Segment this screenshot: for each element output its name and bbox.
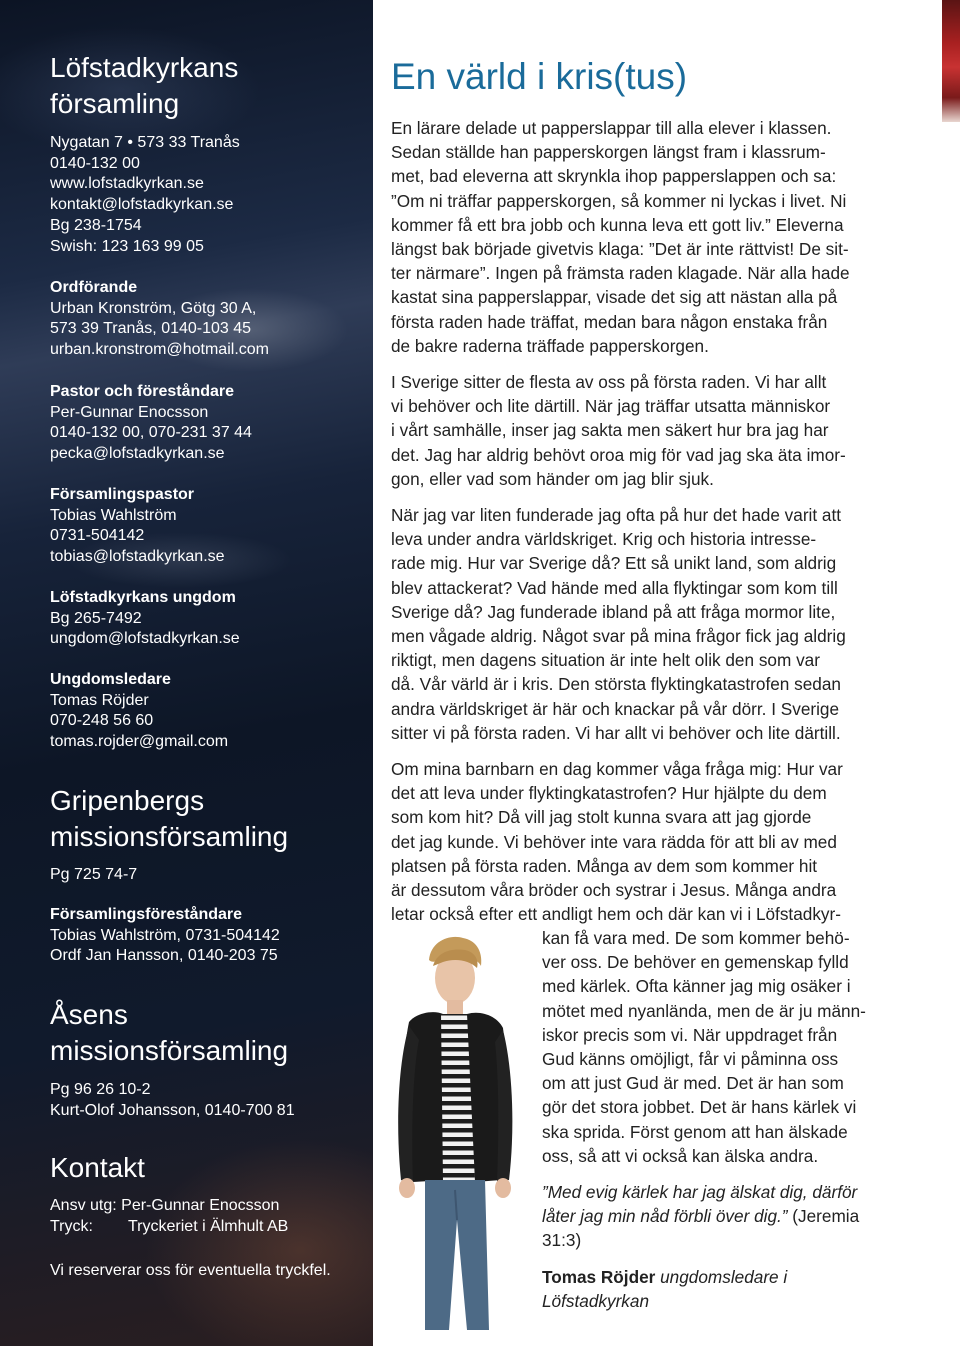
contact-line: 070-248 56 60 xyxy=(50,712,154,730)
contact-line: Tobias Wahlström, 0731-504142 xyxy=(50,926,280,944)
printer-value: Tryckeriet i Älmhult AB xyxy=(128,1217,289,1235)
contact-line: Bg 265-7492 xyxy=(50,609,142,627)
youth-leader-contact xyxy=(50,670,228,753)
website-link[interactable]: www.lofstadkyrkan.se xyxy=(50,175,204,193)
section-heading: Ordförande xyxy=(50,279,138,296)
parish-pastor-contact xyxy=(50,485,225,568)
article-paragraph-1: En lärare delade ut papperslappar till alla elever i klassen. Sedan ställde han papperskorgen längst fram i klassrum- met, bad eleverna att skrynkla ihop papperslappen och sa: ”Om ni träffar papperskorgen, så kommer ni lyckas i livet. Ni kommer få ett bra jobb och kunna leva ett gott liv.” Eleverna längst bak började givetvis klaga: ”Det är inte rättvist! De sit- ter närmare”. Ingen på främsta raden klagade. När alla hade kastat sina papperslappar, visade det sig att nästan alla på första raden hade träffat, medan bara någon enstaka från de bakre raderna träffade papperskorgen. xyxy=(391,118,850,356)
responsible-publisher: Ansv utg: Per-Gunnar Enocsson xyxy=(50,1197,280,1214)
section-heading: Löfstadkyrkans ungdom xyxy=(50,589,236,606)
youth-contact xyxy=(50,588,240,650)
email-link[interactable]: ungdom@lofstadkyrkan.se xyxy=(50,630,240,648)
gripenberg-leader xyxy=(50,905,280,967)
contact-line: Urban Kronström, Götg 30 A, xyxy=(50,299,257,317)
section-heading: Församlingspastor xyxy=(50,486,195,503)
gripenberg-details xyxy=(50,865,137,886)
church-info-gripenberg xyxy=(50,783,288,855)
contact-sidebar xyxy=(0,0,373,1346)
chair-contact xyxy=(50,278,269,361)
article-paragraph-4: Om mina barnbarn en dag kommer våga fråga mig: Hur var det att leva under flyktingkatastrofen? Hur hjälpte du dem som kom hit? Då vill jag stolt kunna svara att jag gjorde det jag kunde. Vi behöver inte vara rädda för att bli av med platsen på första raden. Många av dem som kommer hit är dessutom våra bröder och systrar i Jesus. Många andra letar också efter ett andligt hem och där kan vi i Löfstadkyr- xyxy=(391,759,843,925)
contact-line: 573 39 Tranås, 0140-103 45 xyxy=(50,320,252,338)
email-link[interactable]: tomas.rojder@gmail.com xyxy=(50,733,229,751)
bible-quote: ”Med evig kärlek har jag älskat dig, därför låter jag min nåd förbli över dig.” (Jeremia 31:3) xyxy=(542,1182,860,1251)
bankgiro: Bg 238-1754 xyxy=(50,216,142,234)
printer-line xyxy=(50,1217,288,1238)
contact-section xyxy=(50,1150,145,1186)
contact-line: Kurt-Olof Johansson, 0140-700 81 xyxy=(50,1101,295,1119)
contact-line: 0731-504142 xyxy=(50,527,145,545)
author-name: Tomas Röjder xyxy=(542,1267,656,1287)
corner-photo xyxy=(942,0,960,122)
section-heading: Församlingsföreståndare xyxy=(50,906,243,923)
section-heading: Pastor och föreståndare xyxy=(50,383,235,400)
email-link[interactable]: pecka@lofstadkyrkan.se xyxy=(50,445,225,463)
asen-details xyxy=(50,1080,295,1121)
article-paragraph-4-continued: kan få vara med. De som kommer behö- ver oss. De behöver en gemenskap fylld med kärlek. Ofta känner jag mig osäker i mötet med nyanlända, men de är ju männ- iskor precis som vi. När uppdraget från Gud känns omöjligt, får vi påminna oss om att just Gud är med. Det är han som gör det stora jobbet. Det är hans kärlek vi ska sprida. Först genom att han älskade oss, så att vi också kan älska andra. xyxy=(542,928,866,1166)
contact-line: Ordf Jan Hansson, 0140-203 75 xyxy=(50,947,278,965)
church-title: Löfstadkyrkans församling xyxy=(50,52,239,119)
printer-label: Tryck: xyxy=(50,1217,93,1235)
author-signature: Tomas Röjder ungdomsledare i Löfstadkyrkan xyxy=(542,1267,788,1312)
article-paragraph-3: När jag var liten funderade jag ofta på hur det hade varit att leva under andra världskriget. Krig och historia intresse- rade mig. Hur var Sverige då? Ett så unikt land, som aldrig blev attackerat? Vad hände med alla flyktingar som kom till Sverige då? Jag funderade ibland på att fråga mormor lite, men vågade aldrig. Något svar på mina frågor fick jag aldrig riktigt, men dagens situation är inte helt olik den som var då. Vår värld är i kris. Den största flyktingkatastrofen sedan andra världskriget är här och knackar på vår dörr. I Sverige sitter vi på första raden. Vi har allt vi behöver och lite därtill. xyxy=(391,505,846,743)
contact-line: Tobias Wahlström xyxy=(50,506,177,524)
contact-title: Kontakt xyxy=(50,1152,145,1183)
church-title: Gripenbergs missionsförsamling xyxy=(50,785,289,852)
contact-line: 0140-132 00, 070-231 37 44 xyxy=(50,424,252,442)
contact-line: Tomas Röjder xyxy=(50,691,149,709)
phone: 0140-132 00 xyxy=(50,154,140,172)
swish: Swish: 123 163 99 05 xyxy=(50,237,204,255)
section-heading: Ungdomsledare xyxy=(50,671,171,688)
author-role: ungdomsledare i xyxy=(655,1267,788,1287)
email-link[interactable]: kontakt@lofstadkyrkan.se xyxy=(50,196,234,214)
church-info-lofstad xyxy=(50,50,238,122)
plusgiro: Pg 725 74-7 xyxy=(50,866,138,883)
author-photo xyxy=(389,930,539,1340)
disclaimer: Vi reserverar oss för eventuella tryckfel. xyxy=(50,1262,331,1279)
publisher-info xyxy=(50,1196,288,1237)
address: Nygatan 7 • 573 33 Tranås xyxy=(50,134,240,151)
article-headline: En värld i kris(tus) xyxy=(391,56,688,97)
email-link[interactable]: tobias@lofstadkyrkan.se xyxy=(50,548,225,566)
contact-line: Per-Gunnar Enocsson xyxy=(50,403,209,421)
church-info-asen xyxy=(50,997,288,1069)
church-title: Åsens missionsförsamling xyxy=(50,999,289,1066)
plusgiro: Pg 96 26 10-2 xyxy=(50,1081,151,1098)
church-contact-details xyxy=(50,133,240,257)
email-link[interactable]: urban.kronstrom@hotmail.com xyxy=(50,341,269,359)
article-paragraph-2: I Sverige sitter de flesta av oss på första raden. Vi har allt vi behöver och lite därtill. När jag träffar utsatta människor i vårt samhälle, inser jag sakta men säkert hur bra jag har det. Jag har aldrig behövt oroa mig för vad jag ska äta imor- gon, eller vad som händer om jag blir sjuk. xyxy=(391,372,846,489)
pastor-contact xyxy=(50,382,252,465)
